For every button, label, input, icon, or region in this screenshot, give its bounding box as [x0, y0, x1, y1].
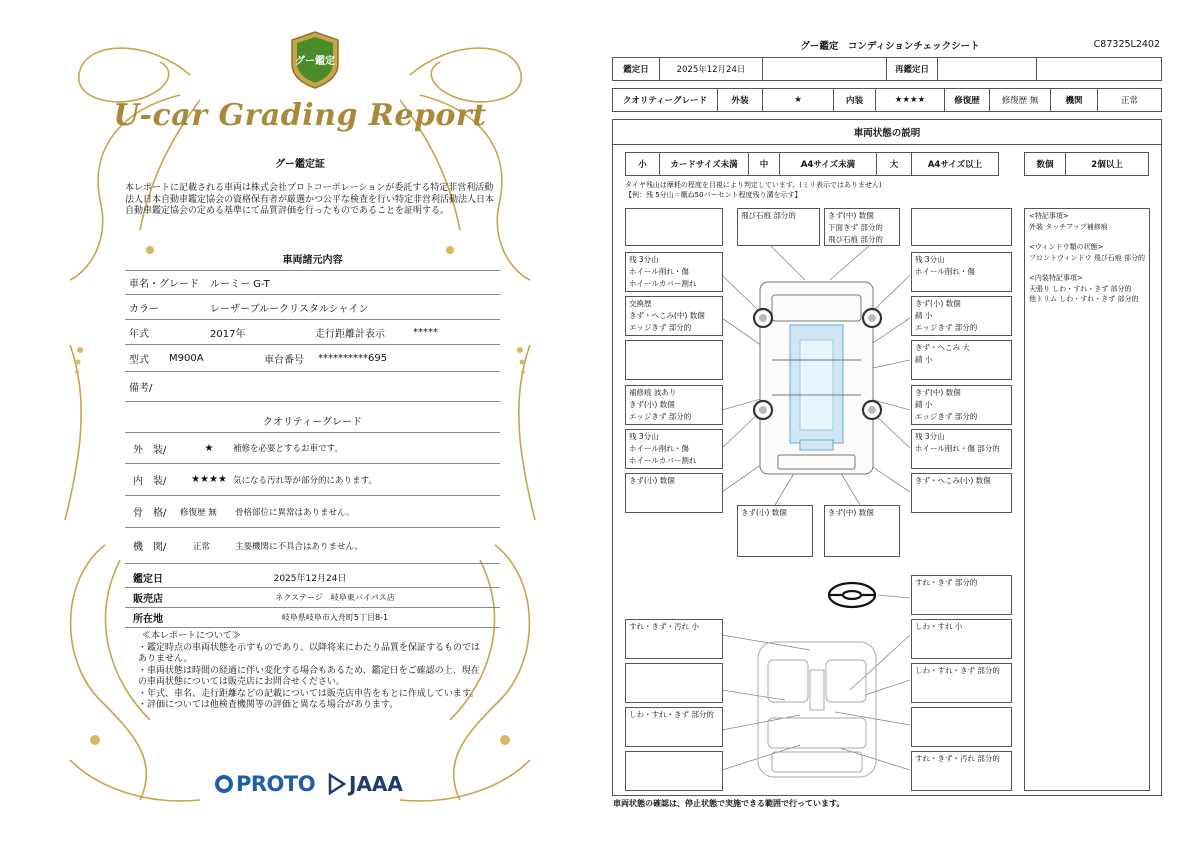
- int-label-cell: 内装: [833, 88, 876, 112]
- chassis-value: **********695: [318, 352, 388, 364]
- quality-title: クオリティーグレード: [263, 417, 362, 428]
- address-row: [125, 608, 500, 628]
- spec-row-remarks: [125, 372, 500, 402]
- engine-label-cell: 機関: [1050, 88, 1098, 112]
- jaaa-mark-icon: [328, 773, 346, 795]
- box-text: すれ・きず・汚れ 小: [629, 622, 699, 631]
- proto-logo: [215, 772, 315, 796]
- interior-label: 内 装/: [133, 476, 167, 487]
- section-title: 車両状態の説明: [612, 119, 1162, 145]
- intro-text: 本レポートに記載される車両は株式会社プロトコーポレーションが委託する特定非営利活動法人日本自動車鑑定協会の資格保有者が厳選かつ公平な検査を行い特定非営利活動法人日本自動車鑑定協会の定める基準にて品質評価を行ったものであることを証明する。: [125, 183, 495, 216]
- note-1: ・鑑定時点の車両状態を示すものであり、以降将来にわたり品質を保証するものではありません。: [138, 642, 481, 664]
- interior-desc: 気になる汚れ等が部分的にあります。: [233, 475, 377, 486]
- exterior-desc: 補修を必要とするお車です。: [233, 444, 343, 454]
- size-large: 大: [876, 152, 912, 176]
- box-left-3: [625, 296, 723, 336]
- box-text: 残 3分山: [915, 255, 945, 264]
- tire-note-1: タイヤ残山は摩耗の程度を目視により判定しています。(ミリ表示ではありません): [625, 181, 882, 189]
- mileage-label: 走行距離計表示: [315, 328, 385, 340]
- notes-panel: [1024, 208, 1150, 791]
- box-text: 残 3分山: [915, 432, 945, 441]
- spec-row-name: [125, 270, 500, 295]
- notes-title: ≪本レポートについて≫: [142, 631, 241, 641]
- box-text: 錆 小: [915, 311, 933, 320]
- box-text: ホイールカバー割れ: [629, 279, 697, 288]
- date-label-cell: 鑑定日: [612, 57, 660, 81]
- remarks-label: 備考/: [129, 383, 153, 394]
- check-sheet: [600, 0, 1200, 848]
- ext-label-cell: 外装: [717, 88, 763, 112]
- box-text: エッジきず 部分的: [629, 412, 692, 421]
- box-text: エッジきず 部分的: [915, 323, 978, 332]
- proto-mark-icon: [215, 775, 233, 793]
- year-label: 年式: [129, 328, 149, 340]
- box-text: きず(中) 数個: [828, 211, 874, 220]
- box-text: きず(小) 数個: [629, 476, 675, 485]
- box-text: ホイール削れ・傷: [629, 267, 689, 276]
- box-left-4: [625, 340, 723, 380]
- box-text: 残 3分山: [629, 432, 659, 441]
- interior-notes-title: <内装特記事項>: [1029, 274, 1083, 282]
- box-rear-bottom-2: [824, 505, 900, 557]
- box-text: ホイールカバー割れ: [629, 456, 697, 465]
- color-label: カラー: [129, 303, 159, 315]
- box-tire-front-left: [625, 252, 723, 292]
- interior-note: 他トリム しわ・すれ・きず 部分的: [1029, 295, 1139, 303]
- box-left-5: [625, 385, 723, 425]
- repair-label-cell: 修復歴: [944, 88, 990, 112]
- size-small: 小: [625, 152, 660, 176]
- box-tire-rear-right: [911, 429, 1012, 469]
- grade-row-exterior: [125, 432, 500, 464]
- notes: [138, 631, 488, 712]
- model-value: M900A: [169, 352, 204, 364]
- dealer-row: [125, 588, 500, 608]
- box-text: しわ・すれ・きず 部分的: [629, 710, 714, 719]
- engine-value: 正常: [193, 541, 211, 552]
- size-mid: 中: [748, 152, 780, 176]
- box-text: 下面きず 部分的: [828, 223, 883, 232]
- mileage-value: *****: [413, 326, 438, 338]
- year-value: 2017年: [210, 328, 246, 340]
- box-steering: [911, 575, 1012, 615]
- name-label: 車名・グレード: [129, 279, 199, 290]
- box-text: ホイール削れ・傷: [629, 444, 689, 453]
- interior-note: 天張り しわ・すれ・きず 部分的: [1029, 284, 1132, 293]
- exterior-label: 外 装/: [133, 444, 167, 456]
- box-interior-right-4: [911, 751, 1012, 791]
- date-value: 2025年12月24日: [273, 574, 347, 584]
- box-interior-right-3: [911, 707, 1012, 747]
- frame-label: 骨 格/: [133, 508, 167, 519]
- box-interior-right-2: [911, 663, 1012, 703]
- box-text: エッジきず 部分的: [915, 412, 978, 421]
- size-mid-desc: A4サイズ未満: [779, 152, 877, 176]
- dealer-label: 販売店: [133, 594, 163, 605]
- box-text: 錆 小: [915, 355, 933, 364]
- int-value-cell: ★★★★: [875, 88, 945, 112]
- certificate-subtitle: グー鑑定証: [275, 159, 325, 170]
- grade-row-frame: [125, 496, 500, 528]
- box-text: すれ・きず 部分的: [915, 578, 978, 587]
- special-notes-title: <特記事項>: [1029, 212, 1069, 220]
- date-value-cell: 2025年12月24日: [659, 57, 763, 81]
- box-interior-left-3: [625, 707, 723, 747]
- sheet-title: グー鑑定 コンディションチェックシート: [800, 41, 980, 52]
- box-left-7: [625, 473, 723, 513]
- note-2: ・車両状態は時間の経過に伴い変化する場合もあるため、鑑定日をご確認の上、現在の車両状態については販売店にお問合せください。: [138, 665, 480, 687]
- box-text: しわ・すれ・きず 部分的: [915, 666, 1000, 675]
- sheet-id: C87325L2402: [1093, 39, 1160, 50]
- box-text: 錆 小: [915, 400, 933, 409]
- box-front-top-2: [737, 208, 820, 246]
- box-text: ホイール削れ・傷: [915, 267, 975, 276]
- dealer-value: ネクステージ 岐阜東バイパス店: [275, 593, 395, 602]
- box-text: きず・へこみ(中) 数個: [629, 311, 705, 320]
- box-right-5: [911, 385, 1012, 425]
- box-text: すれ・きず・汚れ 部分的: [915, 754, 1000, 763]
- spec-row-color: [125, 295, 500, 320]
- model-label: 型式: [129, 354, 149, 366]
- exterior-stars: ★: [204, 442, 214, 454]
- jaaa-logo-text: JAAA: [349, 772, 403, 796]
- box-front-top-3: [824, 208, 900, 246]
- box-text: きず(中) 数個: [915, 388, 961, 397]
- date-row: [125, 568, 500, 588]
- report-title: U-car Grading Report: [113, 98, 487, 133]
- box-tire-front-right: [911, 252, 1012, 292]
- note-3: ・年式、車名、走行距離などの記載については販売店申告をもとに作成しています。: [138, 688, 480, 699]
- box-rear-bottom-1: [737, 505, 813, 557]
- jaaa-logo: [328, 772, 403, 796]
- redate-label-cell: 再鑑定日: [886, 57, 938, 81]
- address-value: 岐阜県岐阜市入舟町5丁目8-1: [281, 613, 389, 622]
- window-notes-title: <ウィンドウ類の状態>: [1029, 243, 1104, 251]
- box-right-4: [911, 340, 1012, 380]
- special-note: 外装 タッチアップ補修痕: [1029, 222, 1108, 231]
- proto-logo-text: PROTO: [236, 772, 316, 796]
- box-text: きず・へこみ(小) 数個: [915, 476, 991, 485]
- specs-title: 車両諸元内容: [282, 255, 343, 266]
- interior-stars: ★★★★: [191, 474, 227, 485]
- box-interior-right-1: [911, 619, 1012, 659]
- chassis-label: 車台番号: [264, 354, 304, 366]
- count-label: 数個: [1024, 152, 1066, 176]
- spec-row-model: [125, 345, 500, 372]
- sheet-footer: 車両状態の確認は、停止状態で実施できる範囲で行っています。: [613, 799, 845, 808]
- box-text: 交換歴: [629, 299, 652, 308]
- box-text: ホイール削れ・傷 部分的: [915, 444, 1000, 453]
- address-label: 所在地: [133, 614, 163, 625]
- size-small-desc: カードサイズ未満: [659, 152, 749, 176]
- engine-value-cell: 正常: [1097, 88, 1162, 112]
- tire-note-2: 【例：残 5分山＝概ね50パーセント程度残り溝を示す】: [625, 191, 802, 199]
- window-note: フロントウィンドウ 飛び石痕 部分的: [1029, 253, 1146, 262]
- quality-label-cell: クオリティーグレード: [612, 88, 718, 112]
- box-interior-left-1: [625, 619, 723, 659]
- box-text: 残 3分山: [629, 255, 659, 264]
- box-text: きず(小) 数個: [629, 400, 675, 409]
- box-interior-left-4: [625, 751, 723, 791]
- box-text: 飛び石痕 部分的: [828, 235, 883, 244]
- engine-label: 機 関/: [133, 542, 167, 553]
- box-text: きず(小) 数個: [741, 508, 787, 517]
- box-front-top-2-text: 飛び石痕 部分的: [741, 211, 796, 220]
- ext-value-cell: ★: [762, 88, 834, 112]
- note-4: ・評価については他検査機関等の評価と異なる場合があります。: [138, 700, 399, 710]
- box-text: きず(中) 数個: [828, 508, 874, 517]
- grade-row-interior: [125, 464, 500, 496]
- box-right-3: [911, 296, 1012, 336]
- frame-desc: 骨格部位に異常はありません。: [235, 507, 355, 518]
- box-right-7: [911, 473, 1012, 513]
- box-interior-left-2: [625, 663, 723, 703]
- box-text: きず・へこみ 大: [915, 343, 970, 352]
- box-front-top-1: [625, 208, 723, 246]
- box-text: 補修痕 波あり: [629, 388, 677, 397]
- box-tire-rear-left: [625, 429, 723, 469]
- size-large-desc: A4サイズ以上: [911, 152, 999, 176]
- goo-logo-text: グー鑑定: [295, 56, 335, 67]
- color-value: レーザーブルークリスタルシャイン: [210, 303, 369, 315]
- box-front-top-4: [911, 208, 1012, 246]
- date-label: 鑑定日: [133, 574, 163, 585]
- frame-value: 修復歴 無: [180, 507, 217, 518]
- repair-value-cell: 修復歴 無: [989, 88, 1051, 112]
- engine-desc: 主要機関に不具合はありません。: [235, 541, 364, 552]
- spec-row-year: [125, 320, 500, 345]
- goo-logo: [288, 30, 342, 90]
- name-value: ルーミー G-T: [210, 279, 270, 290]
- box-text: きず(小) 数個: [915, 299, 961, 308]
- count-value: 2個以上: [1065, 152, 1149, 176]
- box-text: エッジきず 部分的: [629, 323, 692, 332]
- grade-row-engine: [125, 528, 500, 564]
- box-text: しわ・すれ 小: [915, 622, 963, 631]
